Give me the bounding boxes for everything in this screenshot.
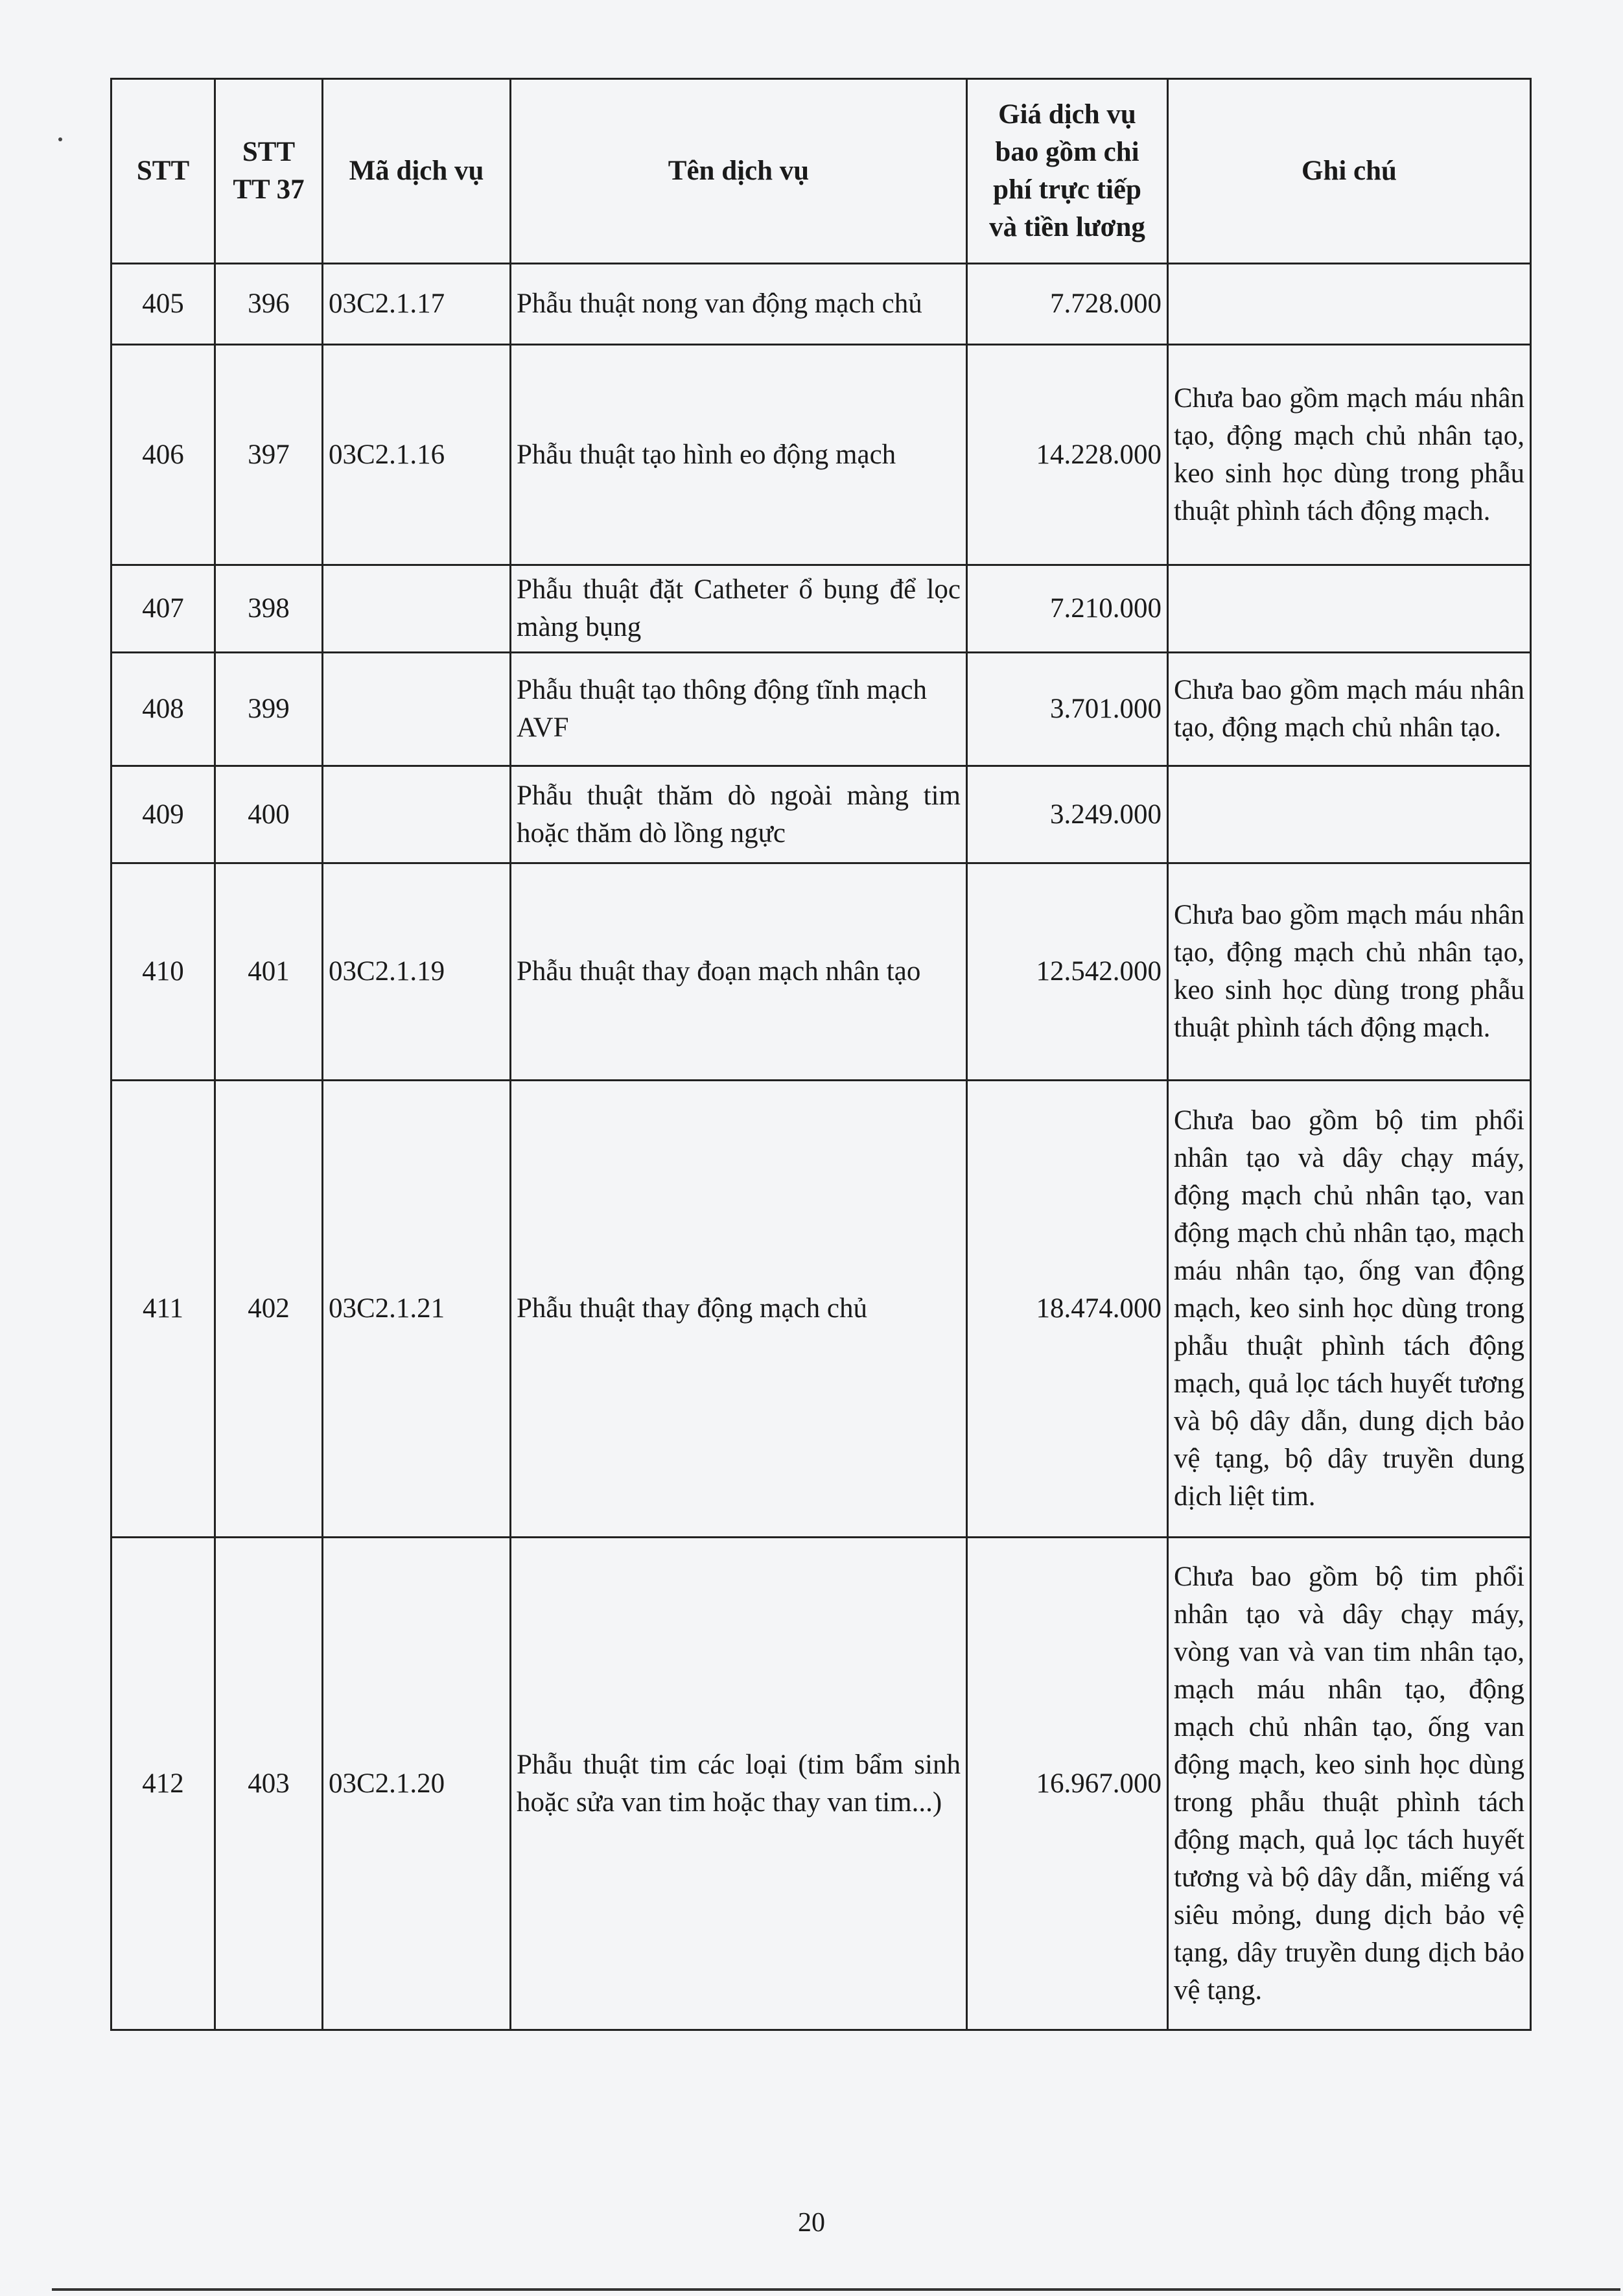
cell-ten: Phẫu thuật tạo hình eo động mạch	[511, 345, 967, 565]
cell-gia: 16.967.000	[967, 1538, 1168, 2030]
header-stt-tt37: STT TT 37	[215, 79, 323, 264]
cell-gia: 7.728.000	[967, 264, 1168, 345]
cell-ghi-chu: Chưa bao gồm bộ tim phổi nhân tạo và dây chạy máy, vòng van và van tim nhân tạo, mạch máu nhân tạo, động mạch chủ nhân tạo, ống van động mạch, keo sinh học dùng trong phẫu thuật phình tách động mạch, quả lọc tách huyết tương và bộ dây dẫn, miếng vá siêu mỏng, dung dịch bảo vệ tạng, dây truyền dung dịch bảo vệ tạng.	[1168, 1538, 1531, 2030]
table-row	[111, 1081, 1531, 1538]
cell-ghi-chu: Chưa bao gồm mạch máu nhân tạo, động mạch chủ nhân tạo, keo sinh học dùng trong phẫu thuật phình tách động mạch.	[1168, 345, 1531, 565]
cell-ten: Phẫu thuật nong van động mạch chủ	[511, 264, 967, 345]
cell-ma: 03C2.1.17	[323, 264, 511, 345]
cell-ten: Phẫu thuật thay động mạch chủ	[511, 1081, 967, 1538]
header-ma-dich-vu: Mã dịch vụ	[323, 79, 511, 264]
cell-stt: 412	[111, 1538, 215, 2030]
cell-ghi-chu	[1168, 565, 1531, 653]
header-gia-dich-vu: Giá dịch vụ bao gồm chi phí trực tiếp và tiền lương	[967, 79, 1168, 264]
cell-gia: 3.701.000	[967, 653, 1168, 766]
cell-stt-tt37: 401	[215, 863, 323, 1081]
cell-ten: Phẫu thuật thay đoạn mạch nhân tạo	[511, 863, 967, 1081]
cell-stt-tt37: 397	[215, 345, 323, 565]
cell-ma: 03C2.1.16	[323, 345, 511, 565]
header-stt: STT	[111, 79, 215, 264]
cell-stt: 411	[111, 1081, 215, 1538]
cell-stt: 408	[111, 653, 215, 766]
cell-stt-tt37: 398	[215, 565, 323, 653]
table-header-row	[111, 79, 1531, 264]
cell-ghi-chu	[1168, 264, 1531, 345]
table-row	[111, 565, 1531, 653]
bottom-rule	[52, 2288, 1620, 2291]
cell-stt: 407	[111, 565, 215, 653]
cell-stt: 406	[111, 345, 215, 565]
service-price-table	[110, 78, 1532, 2031]
header-ten-dich-vu: Tên dịch vụ	[511, 79, 967, 264]
cell-ghi-chu: Chưa bao gồm bộ tim phổi nhân tạo và dây chạy máy, động mạch chủ nhân tạo, van động mạch chủ nhân tạo, mạch máu nhân tạo, ống van động mạch, keo sinh học dùng trong phẫu thuật phình tách động mạch, quả lọc tách huyết tương và bộ dây dẫn, dung dịch bảo vệ tạng, bộ dây truyền dung dịch liệt tim.	[1168, 1081, 1531, 1538]
table-row	[111, 863, 1531, 1081]
cell-gia: 14.228.000	[967, 345, 1168, 565]
cell-gia: 12.542.000	[967, 863, 1168, 1081]
cell-ma	[323, 653, 511, 766]
cell-ghi-chu: Chưa bao gồm mạch máu nhân tạo, động mạch chủ nhân tạo.	[1168, 653, 1531, 766]
cell-ten: Phẫu thuật tạo thông động tĩnh mạch AVF	[511, 653, 967, 766]
cell-ghi-chu	[1168, 766, 1531, 863]
table-row	[111, 766, 1531, 863]
cell-gia: 3.249.000	[967, 766, 1168, 863]
cell-gia: 7.210.000	[967, 565, 1168, 653]
cell-ten: Phẫu thuật đặt Catheter ổ bụng để lọc màng bụng	[511, 565, 967, 653]
table-row	[111, 1538, 1531, 2030]
cell-stt: 405	[111, 264, 215, 345]
cell-ma: 03C2.1.20	[323, 1538, 511, 2030]
cell-ma: 03C2.1.19	[323, 863, 511, 1081]
cell-ma: 03C2.1.21	[323, 1081, 511, 1538]
cell-ma	[323, 766, 511, 863]
table-row	[111, 345, 1531, 565]
cell-stt-tt37: 402	[215, 1081, 323, 1538]
cell-gia: 18.474.000	[967, 1081, 1168, 1538]
cell-ten: Phẫu thuật tim các loại (tim bẩm sinh hoặc sửa van tim hoặc thay van tim...)	[511, 1538, 967, 2030]
table-row	[111, 264, 1531, 345]
cell-stt-tt37: 399	[215, 653, 323, 766]
cell-stt-tt37: 400	[215, 766, 323, 863]
cell-stt-tt37: 396	[215, 264, 323, 345]
scan-speck	[58, 137, 62, 141]
page-number: 20	[798, 2208, 825, 2238]
cell-stt: 409	[111, 766, 215, 863]
header-ghi-chu: Ghi chú	[1168, 79, 1531, 264]
cell-ma	[323, 565, 511, 653]
cell-stt-tt37: 403	[215, 1538, 323, 2030]
cell-ghi-chu: Chưa bao gồm mạch máu nhân tạo, động mạch chủ nhân tạo, keo sinh học dùng trong phẫu thuật phình tách động mạch.	[1168, 863, 1531, 1081]
cell-ten: Phẫu thuật thăm dò ngoài màng tim hoặc thăm dò lồng ngực	[511, 766, 967, 863]
cell-stt: 410	[111, 863, 215, 1081]
table-row	[111, 653, 1531, 766]
